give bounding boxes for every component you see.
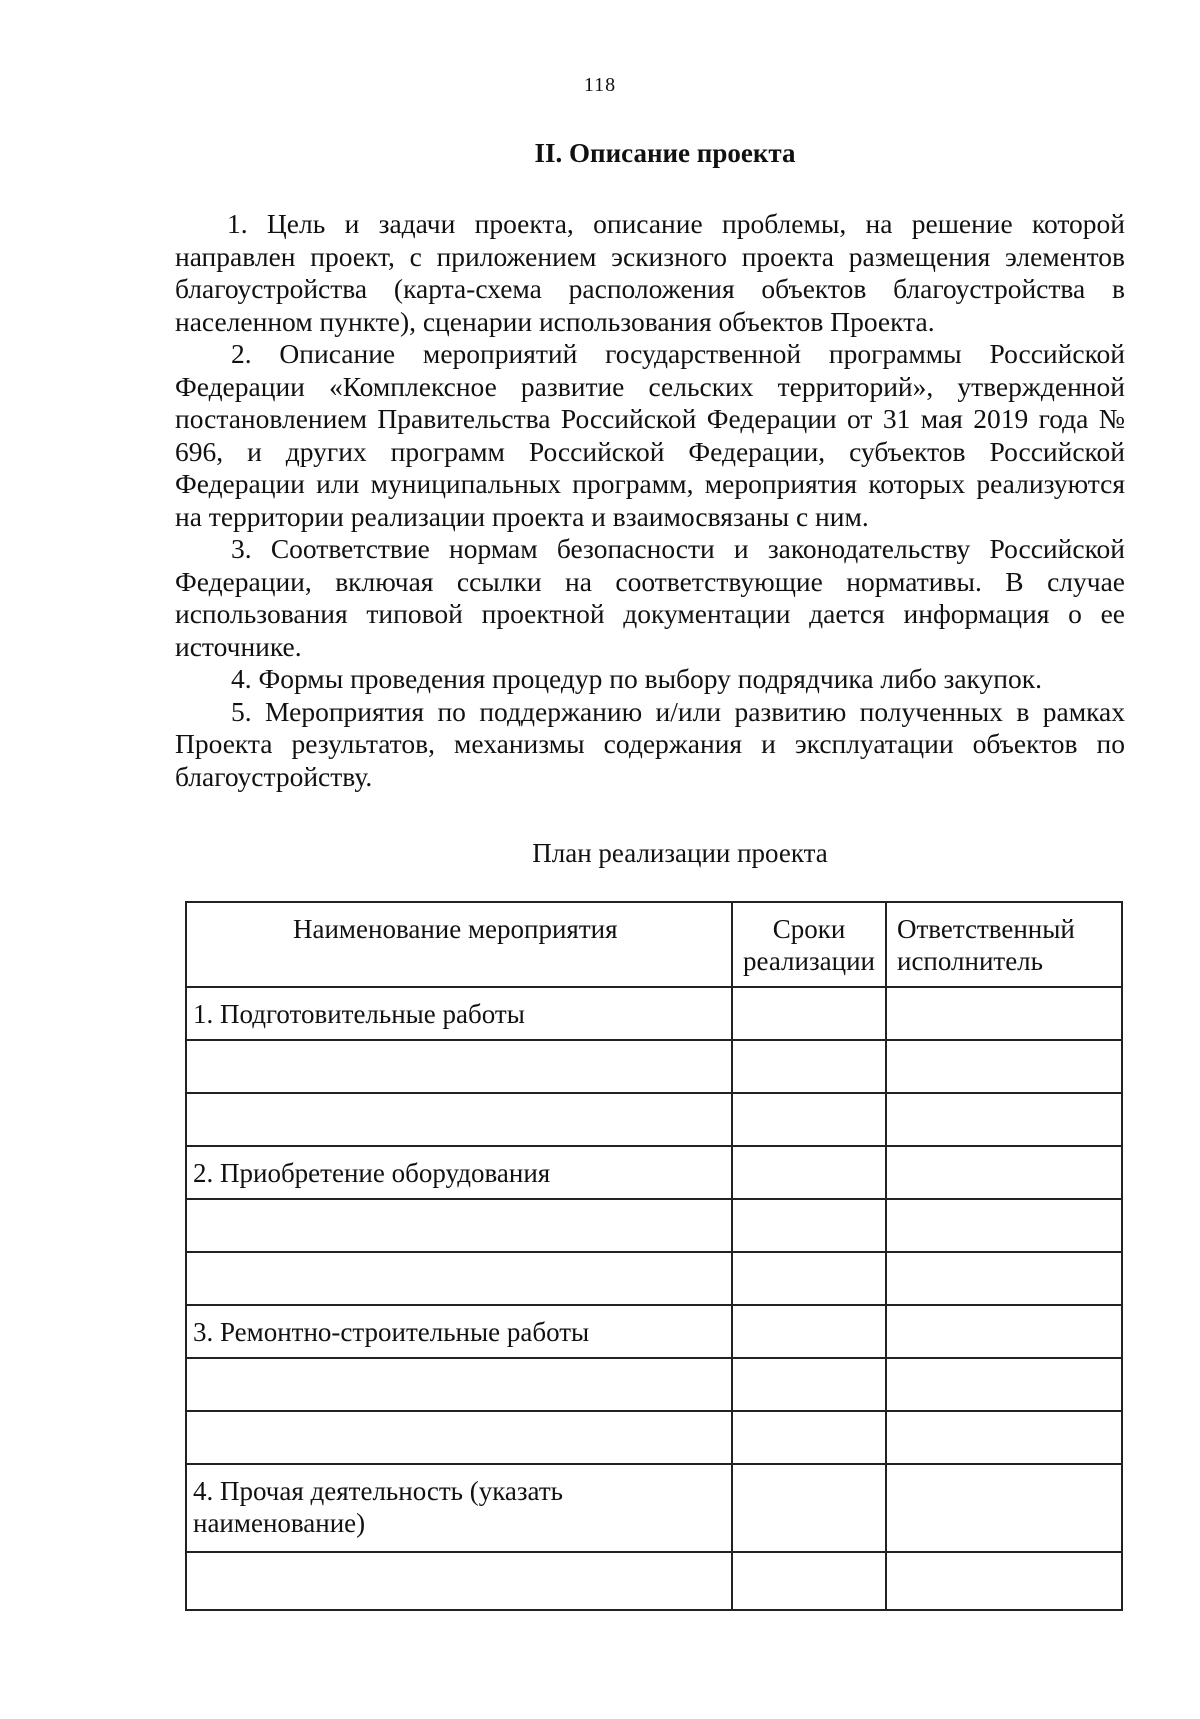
cell-activity: [186, 1040, 732, 1093]
cell-timing: [732, 1464, 886, 1552]
table-row: [186, 1305, 1122, 1358]
cell-activity: [186, 1199, 732, 1252]
cell-responsible: [886, 1358, 1122, 1411]
cell-activity: [186, 1411, 732, 1464]
cell-responsible: [886, 1552, 1122, 1610]
cell-timing: [732, 1146, 886, 1199]
page-number: 118: [583, 74, 617, 96]
table-row: [186, 1093, 1122, 1146]
cell-responsible: [886, 1305, 1122, 1358]
cell-activity: 4. Прочая деятельность (указать наименование): [186, 1464, 732, 1552]
table-row: [186, 1252, 1122, 1305]
cell-activity: [186, 1552, 732, 1610]
table-row: [186, 987, 1122, 1040]
plan-title: План реализации проекта: [532, 838, 828, 868]
table-row: [186, 1552, 1122, 1610]
table-row: [186, 1411, 1122, 1464]
paragraph-procurement: 4. Формы проведения процедур по выбору подрядчика либо закупок.: [231, 663, 1042, 694]
cell-responsible: [886, 987, 1122, 1040]
cell-timing: [732, 987, 886, 1040]
cell-responsible: [886, 1199, 1122, 1252]
cell-activity: 1. Подготовительные работы: [186, 987, 732, 1040]
section-title: II. Описание проекта: [534, 138, 796, 168]
table-header-row: [186, 902, 1122, 987]
cell-timing: [732, 1040, 886, 1093]
paragraph-programs: 2. Описание мероприятий государственной программы Российской Федерации «Комплексное развитие сельских территорий», утвержденной постановлением Правительства Российской Федерации от 31 мая 2019 года № 696, и других программ Российской Федерации, субъектов Российской Федерации или муниципальных программ, мероприятия которых реализуются на территории реализации проекта и взаимосвязаны с ним.: [175, 338, 1125, 532]
cell-activity: [186, 1252, 732, 1305]
cell-responsible: [886, 1040, 1122, 1093]
cell-timing: [732, 1358, 886, 1411]
cell-responsible: [886, 1093, 1122, 1146]
paragraph-goals: 1. Цель и задачи проекта, описание проблемы, на решение которой направлен проект, с приложением эскизного проекта размещения элементов благоустройства (карта-схема расположения объектов благоустройства в населенном пункте), сценарии использования объектов Проекта.: [175, 208, 1125, 337]
cell-responsible: [886, 1464, 1122, 1552]
table-row: [186, 1464, 1122, 1552]
paragraph-maintenance: 5. Мероприятия по поддержанию и/или развитию полученных в рамках Проекта результатов, механизмы содержания и эксплуатации объектов по благоустройству.: [175, 695, 1125, 792]
header-responsible: Ответственный исполнитель: [886, 902, 1122, 987]
table-row: [186, 1358, 1122, 1411]
cell-activity: 3. Ремонтно-строительные работы: [186, 1305, 732, 1358]
header-timing: Сроки реализации: [732, 902, 886, 987]
cell-responsible: [886, 1146, 1122, 1199]
cell-timing: [732, 1252, 886, 1305]
cell-activity: 2. Приобретение оборудования: [186, 1146, 732, 1199]
table-row: [186, 1040, 1122, 1093]
cell-timing: [732, 1411, 886, 1464]
table-row: [186, 1199, 1122, 1252]
table-row: [186, 1146, 1122, 1199]
header-activity-name: Наименование мероприятия: [186, 902, 732, 987]
cell-timing: [732, 1199, 886, 1252]
cell-timing: [732, 1093, 886, 1146]
cell-timing: [732, 1552, 886, 1610]
cell-responsible: [886, 1252, 1122, 1305]
implementation-plan-table: [185, 901, 1123, 1611]
cell-timing: [732, 1305, 886, 1358]
cell-activity: [186, 1093, 732, 1146]
paragraph-safety-compliance: 3. Соответствие нормам безопасности и законодательству Российской Федерации, включая ссылки на соответствующие нормативы. В случае использования типовой проектной документации дается информация о ее источнике.: [175, 533, 1125, 662]
project-description: [175, 208, 1125, 793]
cell-activity: [186, 1358, 732, 1411]
cell-responsible: [886, 1411, 1122, 1464]
